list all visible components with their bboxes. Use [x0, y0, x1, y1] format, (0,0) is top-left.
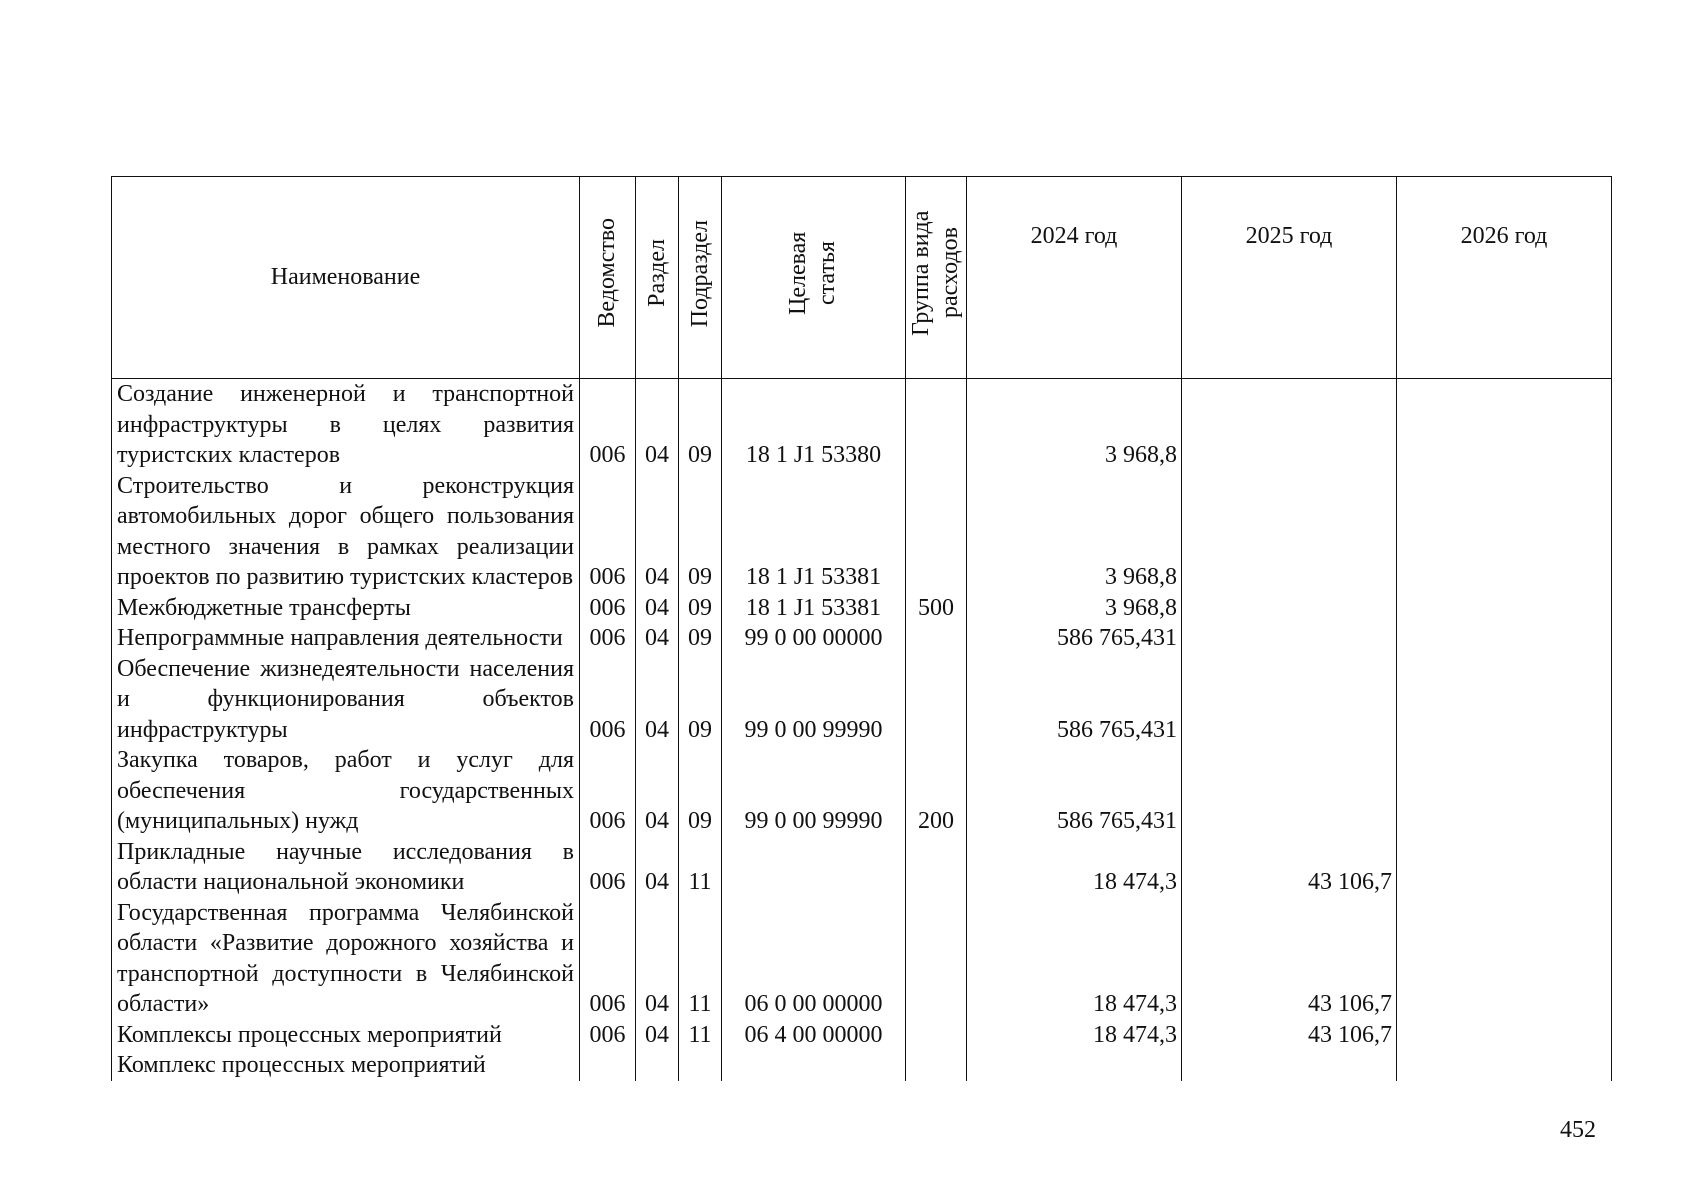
header-row — [112, 177, 1612, 379]
cell-ved: 006 — [580, 1020, 636, 1051]
cell-name: Комплексы процессных мероприятий — [112, 1020, 580, 1051]
cell-y2026 — [1397, 654, 1612, 746]
cell-y2024: 18 474,3 — [967, 837, 1182, 898]
cell-name: Прикладные научные исследования в области национальной экономики — [112, 837, 580, 898]
cell-razdel: 04 — [636, 898, 679, 1020]
cell-razdel: 04 — [636, 837, 679, 898]
cell-group — [906, 1020, 967, 1051]
cell-y2025 — [1182, 623, 1397, 654]
cell-name: Межбюджетные трансферты — [112, 593, 580, 624]
header-2025: 2025 год — [1182, 177, 1397, 379]
cell-y2026 — [1397, 471, 1612, 593]
cell-razdel: 04 — [636, 623, 679, 654]
table-row — [112, 593, 1612, 624]
cell-podrazdel: 11 — [679, 898, 722, 1020]
cell-y2026 — [1397, 898, 1612, 1020]
cell-target — [722, 1050, 906, 1081]
page-number: 452 — [1560, 1117, 1596, 1143]
table-row — [112, 623, 1612, 654]
cell-name: Государственная программа Челябинской области «Развитие дорожного хозяйства и транспортной доступности в Челябинской области» — [112, 898, 580, 1020]
cell-y2024: 18 474,3 — [967, 1020, 1182, 1051]
header-target: Целевая статья — [722, 177, 906, 379]
cell-y2026 — [1397, 379, 1612, 471]
header-razdel: Раздел — [636, 177, 679, 379]
table-body — [112, 379, 1612, 1081]
cell-podrazdel: 09 — [679, 623, 722, 654]
cell-y2025: 43 106,7 — [1182, 837, 1397, 898]
budget-table — [111, 176, 1612, 1081]
cell-group — [906, 471, 967, 593]
cell-name: Закупка товаров, работ и услуг для обеспечения государственных (муниципальных) нужд — [112, 745, 580, 837]
cell-razdel: 04 — [636, 379, 679, 471]
cell-podrazdel: 09 — [679, 471, 722, 593]
cell-razdel — [636, 1050, 679, 1081]
cell-y2024: 3 968,8 — [967, 471, 1182, 593]
cell-y2025: 43 106,7 — [1182, 898, 1397, 1020]
cell-target: 18 1 J1 53380 — [722, 379, 906, 471]
cell-podrazdel: 09 — [679, 379, 722, 471]
cell-target: 18 1 J1 53381 — [722, 471, 906, 593]
cell-y2025 — [1182, 1050, 1397, 1081]
cell-y2025 — [1182, 745, 1397, 837]
header-2026: 2026 год — [1397, 177, 1612, 379]
cell-group: 500 — [906, 593, 967, 624]
cell-y2025 — [1182, 471, 1397, 593]
cell-ved — [580, 1050, 636, 1081]
cell-target: 99 0 00 00000 — [722, 623, 906, 654]
cell-group — [906, 379, 967, 471]
header-podrazdel: Подраздел — [679, 177, 722, 379]
cell-y2024: 18 474,3 — [967, 898, 1182, 1020]
cell-podrazdel: 09 — [679, 654, 722, 746]
header-2024: 2024 год — [967, 177, 1182, 379]
cell-y2024: 586 765,431 — [967, 654, 1182, 746]
table-row — [112, 379, 1612, 471]
cell-y2026 — [1397, 623, 1612, 654]
cell-y2026 — [1397, 593, 1612, 624]
cell-target: 99 0 00 99990 — [722, 654, 906, 746]
table-row — [112, 1020, 1612, 1051]
cell-y2026 — [1397, 1020, 1612, 1051]
cell-y2025: 43 106,7 — [1182, 1020, 1397, 1051]
cell-name: Обеспечение жизнедеятельности населения и функционирования объектов инфраструктуры — [112, 654, 580, 746]
cell-ved: 006 — [580, 471, 636, 593]
cell-podrazdel: 11 — [679, 1020, 722, 1051]
cell-ved: 006 — [580, 745, 636, 837]
cell-razdel: 04 — [636, 471, 679, 593]
cell-group — [906, 654, 967, 746]
cell-name: Строительство и реконструкция автомобильных дорог общего пользования местного значения в рамках реализации проектов по развитию туристских кластеров — [112, 471, 580, 593]
cell-ved: 006 — [580, 623, 636, 654]
cell-razdel: 04 — [636, 593, 679, 624]
cell-y2024: 3 968,8 — [967, 593, 1182, 624]
cell-group — [906, 898, 967, 1020]
cell-name: Создание инженерной и транспортной инфраструктуры в целях развития туристских кластеров — [112, 379, 580, 471]
cell-target — [722, 837, 906, 898]
cell-ved: 006 — [580, 379, 636, 471]
cell-ved: 006 — [580, 898, 636, 1020]
cell-razdel: 04 — [636, 745, 679, 837]
cell-y2026 — [1397, 745, 1612, 837]
cell-group — [906, 837, 967, 898]
cell-y2024: 586 765,431 — [967, 745, 1182, 837]
cell-y2026 — [1397, 837, 1612, 898]
cell-target: 18 1 J1 53381 — [722, 593, 906, 624]
cell-target: 06 4 00 00000 — [722, 1020, 906, 1051]
cell-y2026 — [1397, 1050, 1612, 1081]
table-row — [112, 837, 1612, 898]
cell-podrazdel: 09 — [679, 745, 722, 837]
table-row — [112, 898, 1612, 1020]
cell-y2024: 586 765,431 — [967, 623, 1182, 654]
cell-podrazdel: 11 — [679, 837, 722, 898]
cell-razdel: 04 — [636, 654, 679, 746]
cell-y2025 — [1182, 379, 1397, 471]
cell-group — [906, 1050, 967, 1081]
cell-target: 99 0 00 99990 — [722, 745, 906, 837]
cell-razdel: 04 — [636, 1020, 679, 1051]
cell-podrazdel — [679, 1050, 722, 1081]
cell-group: 200 — [906, 745, 967, 837]
cell-y2025 — [1182, 593, 1397, 624]
table-row — [112, 1050, 1612, 1081]
cell-ved: 006 — [580, 593, 636, 624]
cell-name: Непрограммные направления деятельности — [112, 623, 580, 654]
table-row — [112, 745, 1612, 837]
cell-y2024: 3 968,8 — [967, 379, 1182, 471]
table-row — [112, 654, 1612, 746]
cell-ved: 006 — [580, 837, 636, 898]
cell-ved: 006 — [580, 654, 636, 746]
table-row — [112, 471, 1612, 593]
cell-group — [906, 623, 967, 654]
cell-y2024 — [967, 1050, 1182, 1081]
cell-y2025 — [1182, 654, 1397, 746]
header-name: Наименование — [112, 177, 580, 379]
cell-target: 06 0 00 00000 — [722, 898, 906, 1020]
header-vedomstvo: Ведомство — [580, 177, 636, 379]
cell-podrazdel: 09 — [679, 593, 722, 624]
header-group: Группа вида расходов — [906, 177, 967, 379]
cell-name: Комплекс процессных мероприятий — [112, 1050, 580, 1081]
